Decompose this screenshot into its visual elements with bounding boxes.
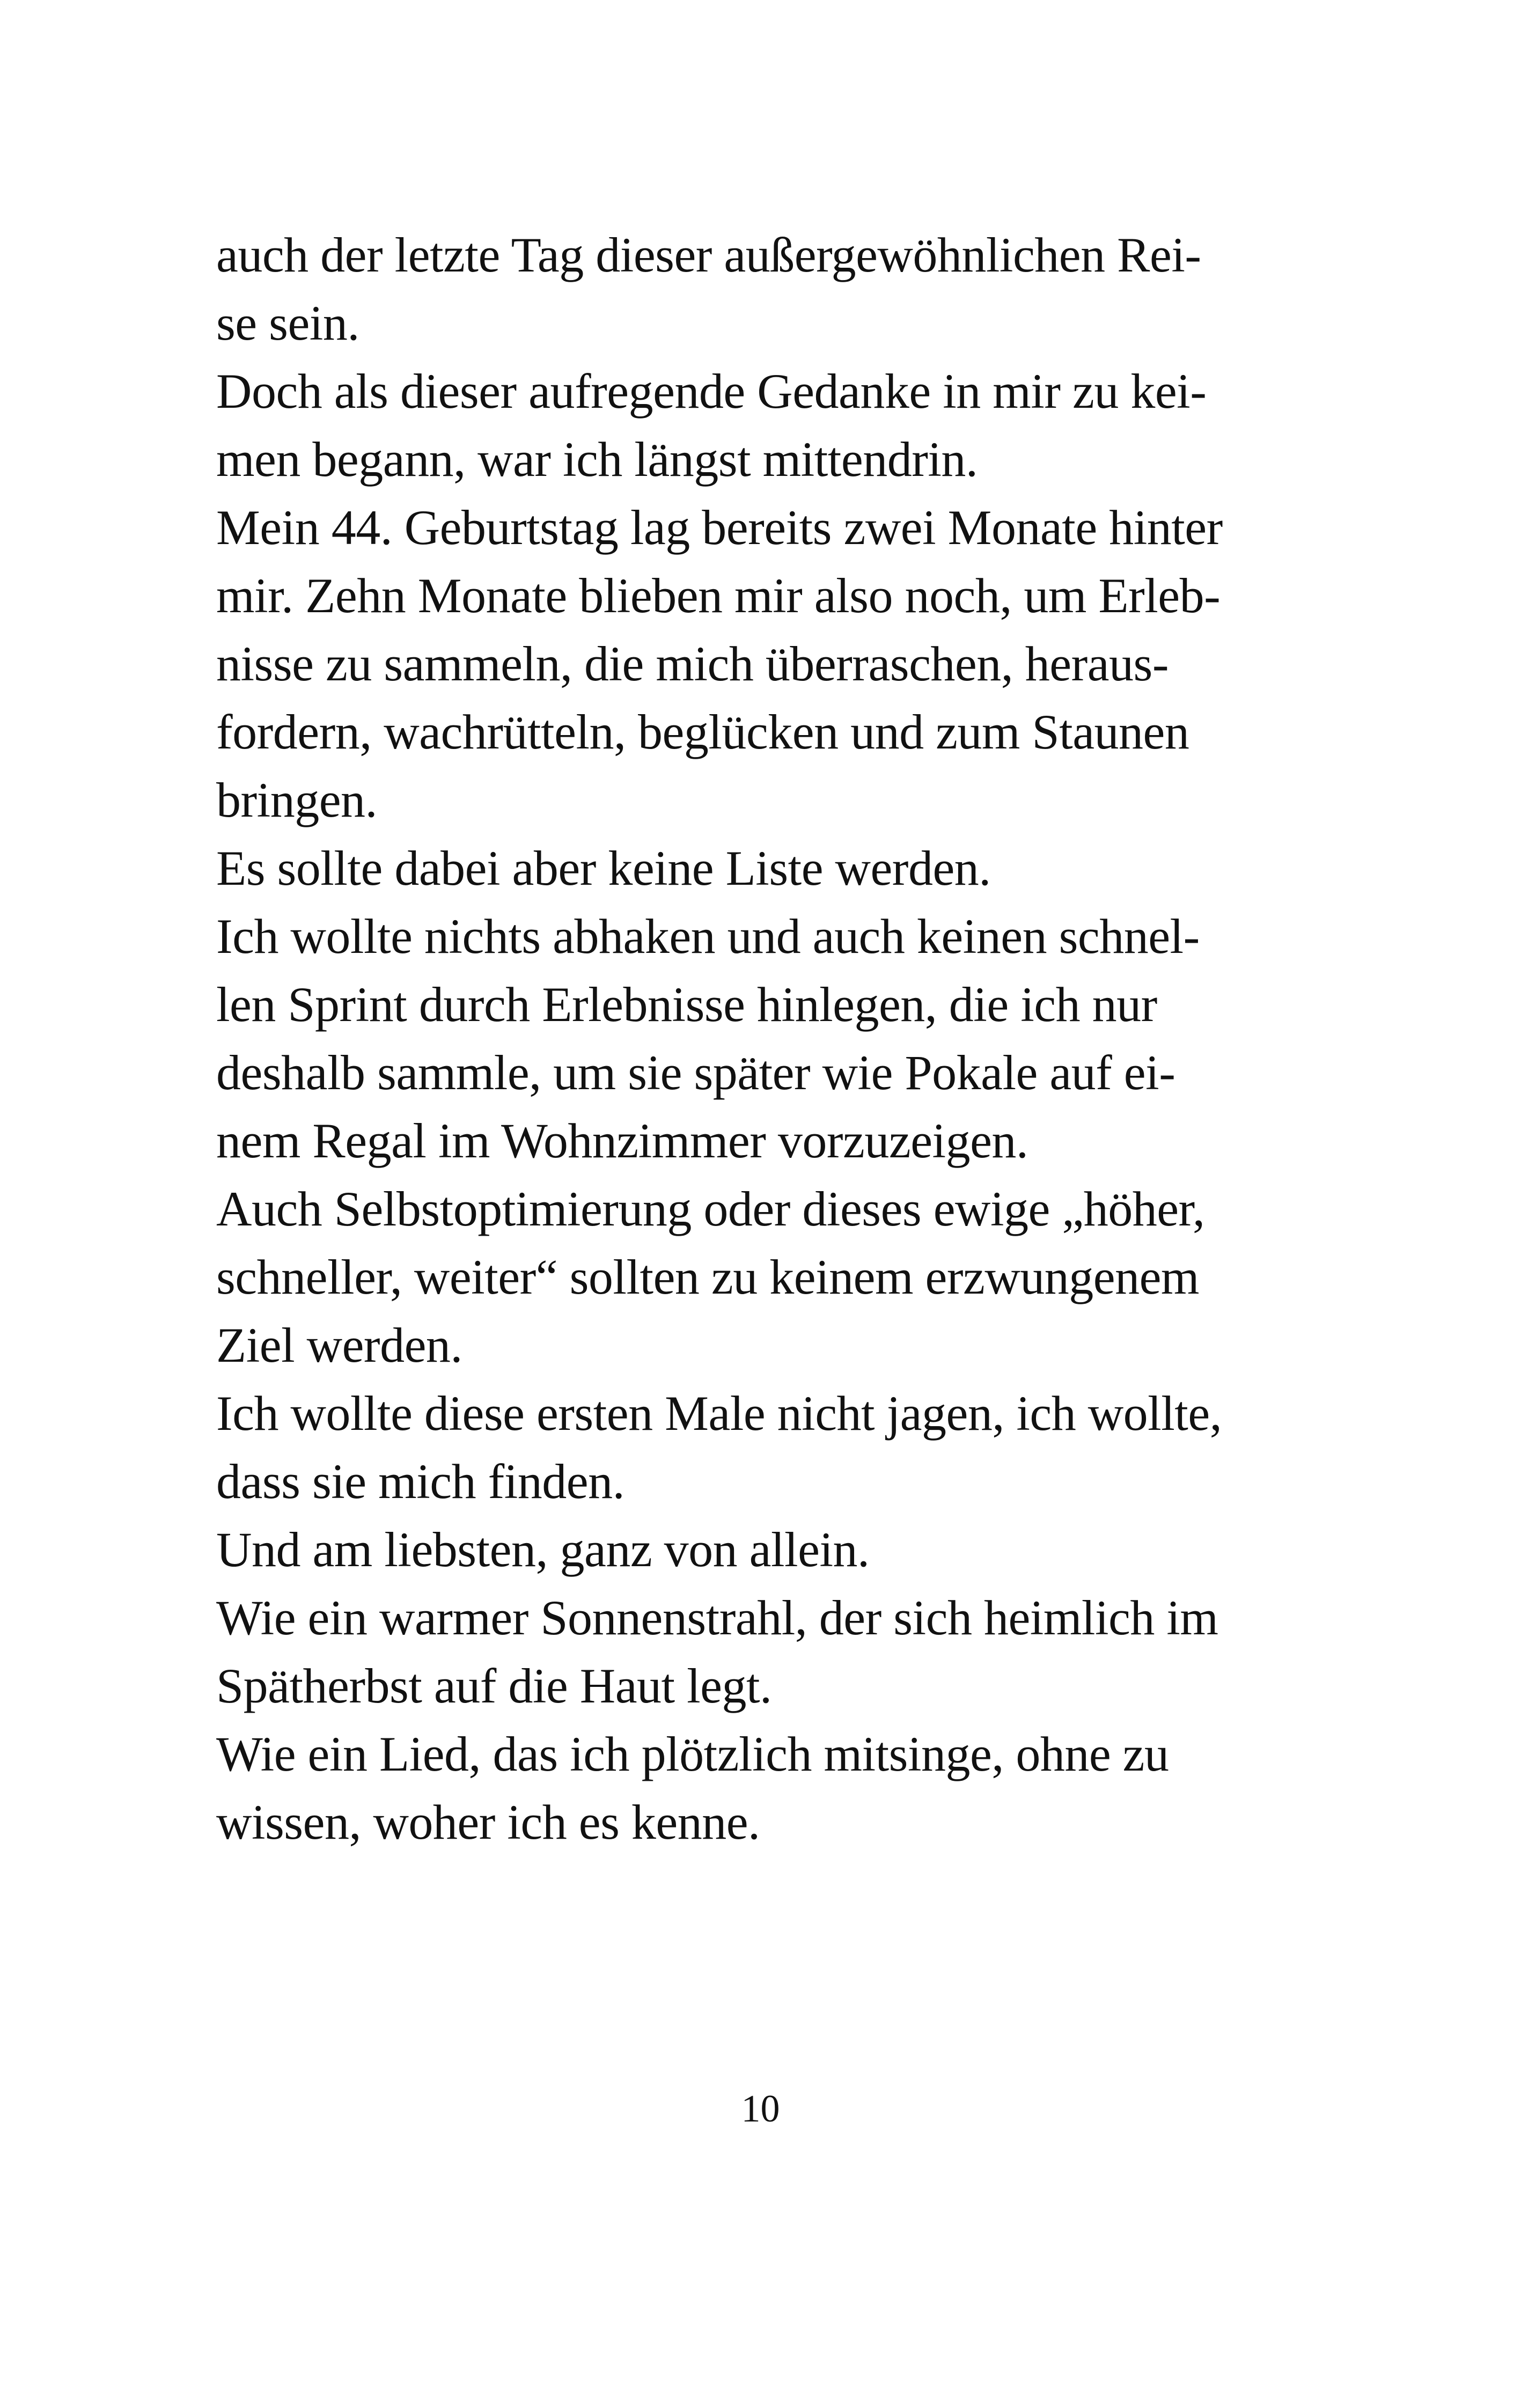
- text-line: mir. Zehn Monate blieben mir also noch, um Erleb-: [216, 568, 1221, 623]
- text-line: fordern, wachrütteln, beglücken und zum Staunen: [216, 704, 1189, 759]
- text-line: wissen, woher ich es kenne.: [216, 1795, 760, 1849]
- body-text: [216, 221, 1321, 1856]
- text-line: Mein 44. Geburtstag lag bereits zwei Monate hinter: [216, 500, 1223, 555]
- text-line: deshalb sammle, um sie später wie Pokale auf ei-: [216, 1045, 1175, 1100]
- text-line: se sein.: [216, 296, 359, 350]
- page-number: 10: [741, 2087, 780, 2130]
- text-line: Spätherbst auf die Haut legt.: [216, 1658, 772, 1713]
- text-line: Und am liebsten, ganz von allein.: [216, 1522, 870, 1577]
- text-line: Ich wollte diese ersten Male nicht jagen, ich wollte,: [216, 1386, 1222, 1441]
- text-line: Ziel werden.: [216, 1318, 462, 1372]
- text-line: Wie ein Lied, das ich plötzlich mitsinge, ohne zu: [216, 1727, 1169, 1781]
- text-line: dass sie mich finden.: [216, 1454, 625, 1509]
- text-line: bringen.: [216, 773, 378, 827]
- text-line: Es sollte dabei aber keine Liste werden.: [216, 841, 991, 895]
- text-line: Ich wollte nichts abhaken und auch keinen schnel-: [216, 909, 1200, 964]
- text-line: schneller, weiter“ sollten zu keinem erzwungenem: [216, 1250, 1199, 1304]
- text-line: Doch als dieser aufregende Gedanke in mir zu kei-: [216, 364, 1207, 419]
- text-line: nem Regal im Wohnzimmer vorzuzeigen.: [216, 1113, 1028, 1168]
- text-line: men begann, war ich längst mittendrin.: [216, 432, 978, 487]
- text-line: len Sprint durch Erlebnisse hinlegen, die ich nur: [216, 977, 1157, 1032]
- text-line: Auch Selbstoptimierung oder dieses ewige „höher,: [216, 1181, 1205, 1236]
- text-line: auch der letzte Tag dieser außergewöhnlichen Rei-: [216, 227, 1201, 282]
- text-line: Wie ein warmer Sonnenstrahl, der sich heimlich im: [216, 1590, 1218, 1645]
- text-line: nisse zu sammeln, die mich überraschen, heraus-: [216, 636, 1169, 691]
